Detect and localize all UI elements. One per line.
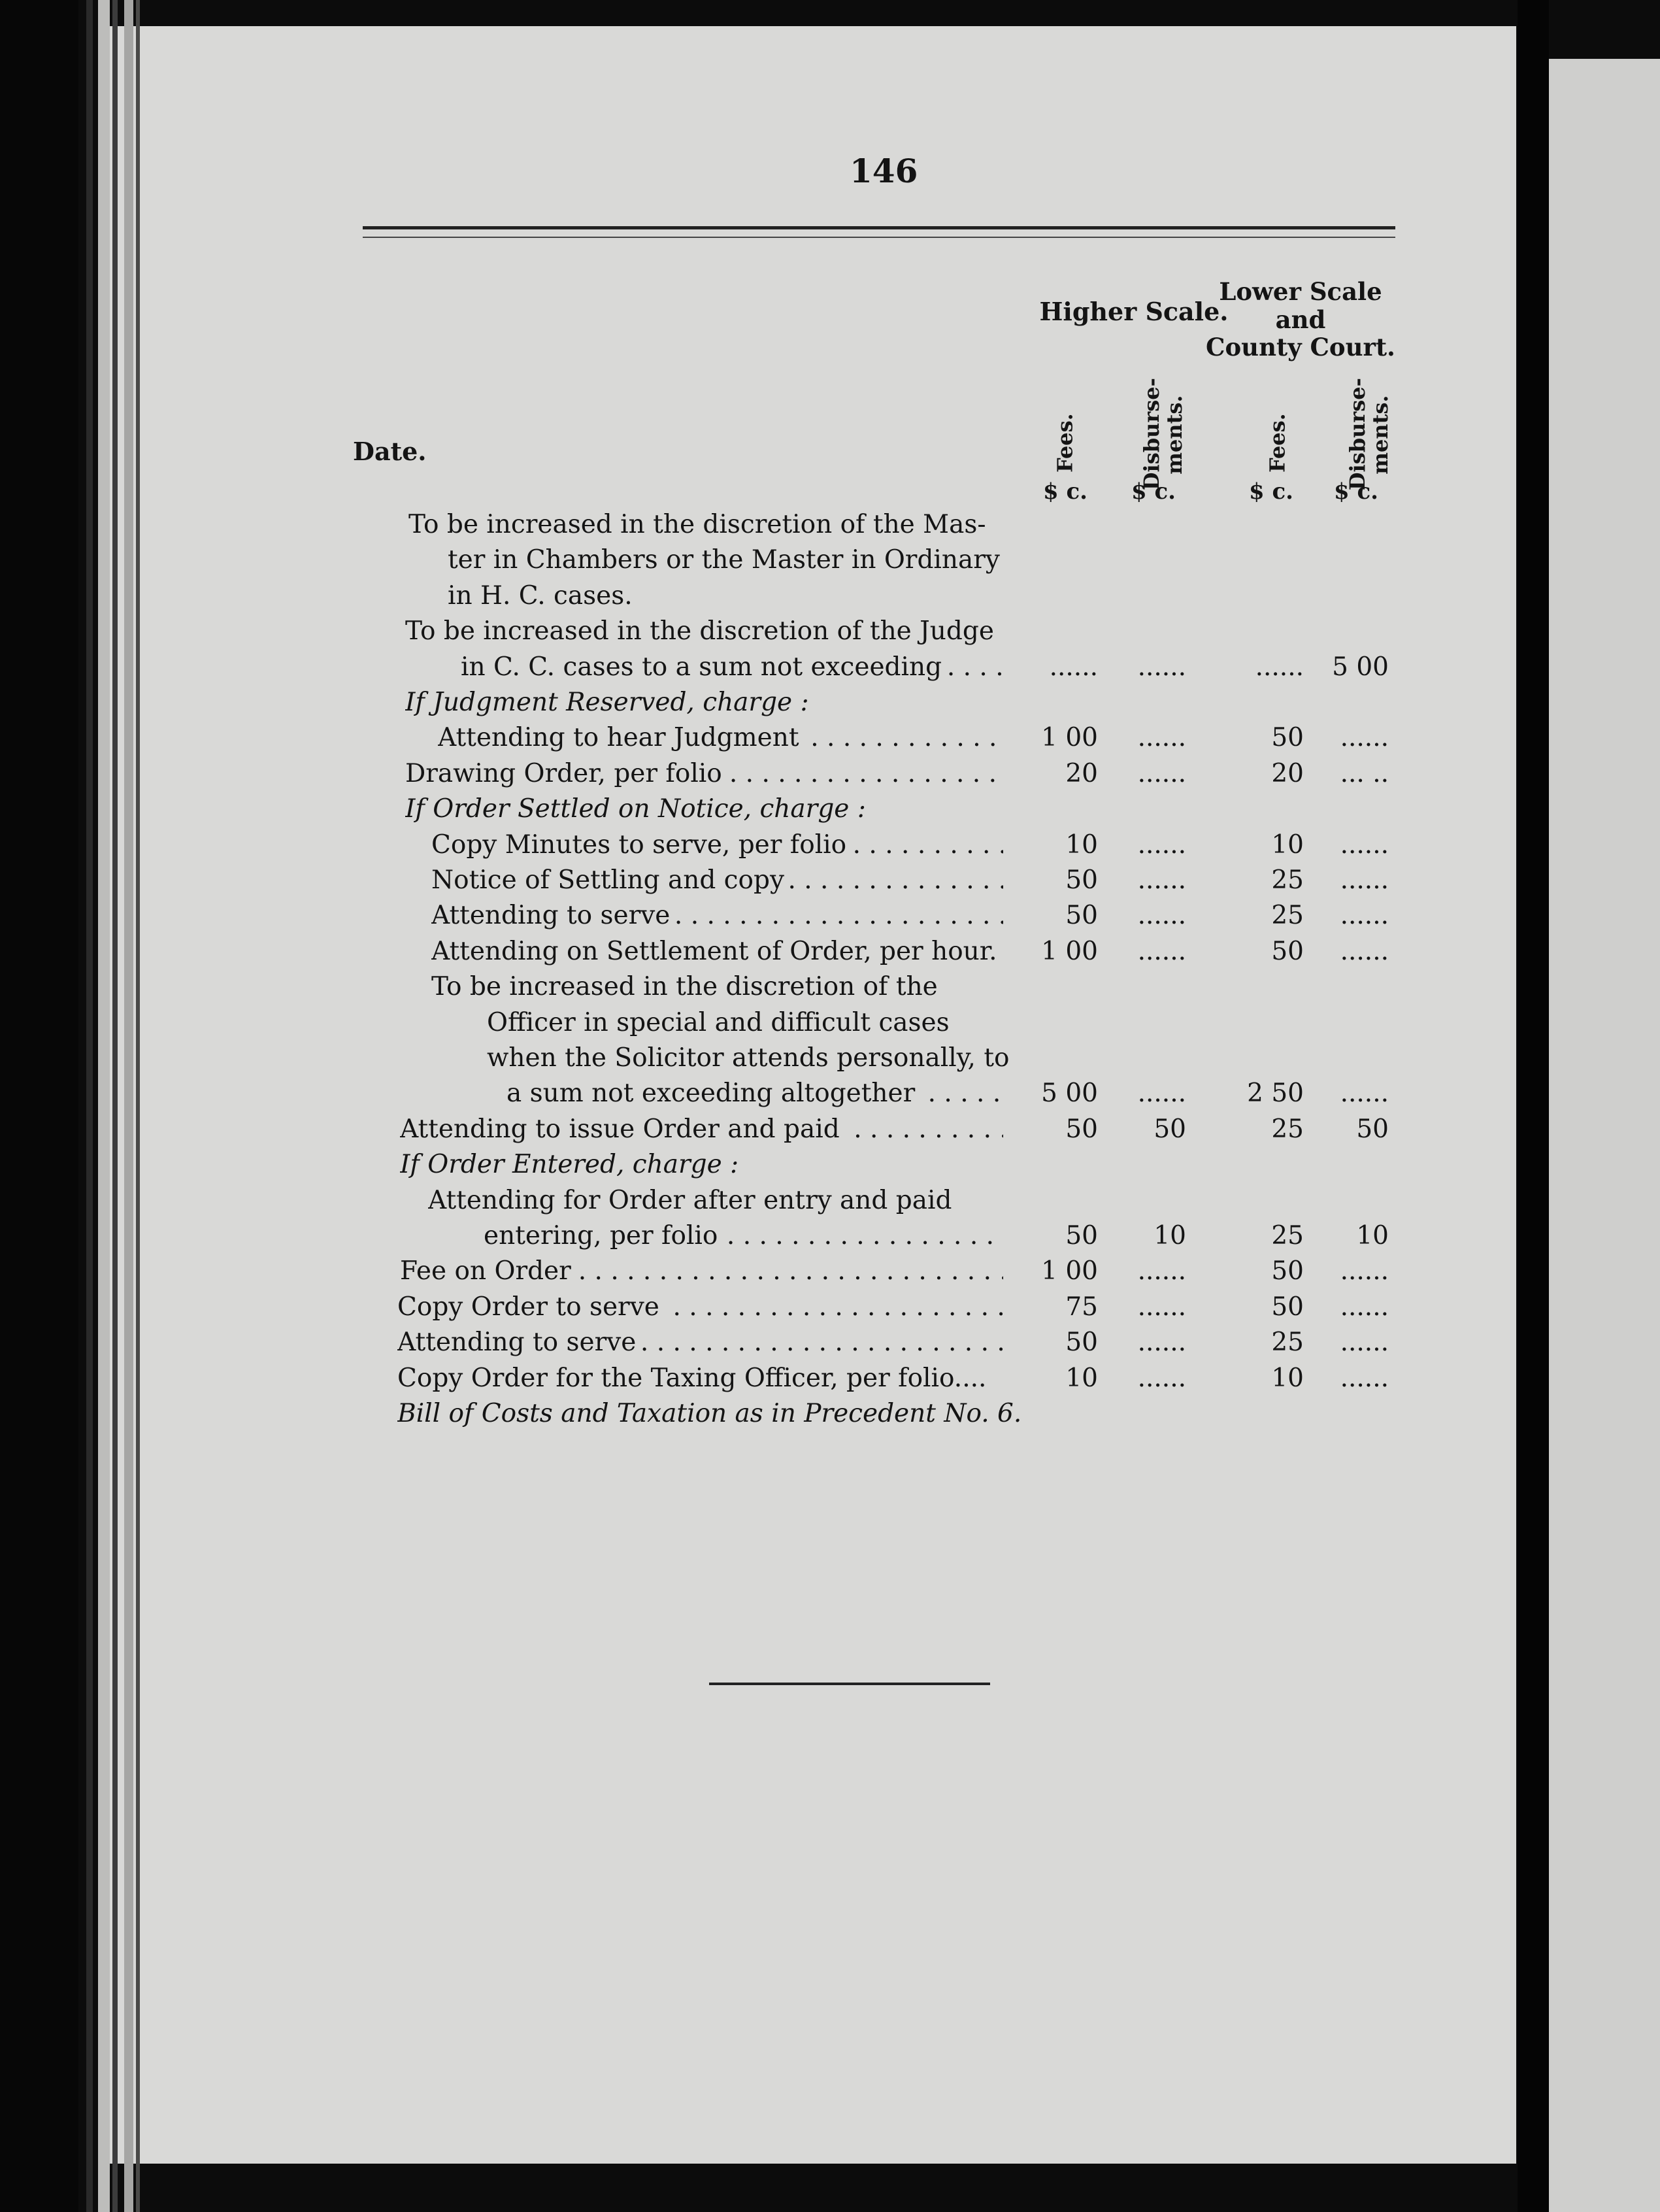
higher-disbursements-cell: ......: [1137, 1256, 1186, 1286]
table-row: [0, 578, 1660, 614]
col-disb-lower: Disburse- ments.: [1344, 378, 1393, 491]
item-text: To be increased in the discretion of the: [431, 972, 943, 1001]
lower-scale-line: Lower Scale: [1219, 277, 1382, 306]
item-label: [506, 1075, 1003, 1112]
item-text: If Judgment Reserved, charge :: [405, 688, 814, 717]
page-number: 146: [850, 152, 918, 190]
item-label: [405, 756, 1003, 792]
item-text: Copy Order to serve: [397, 1292, 665, 1322]
higher-fees-cell: 1 00: [1041, 723, 1098, 752]
item-text: in C. C. cases to a sum not exceeding: [461, 652, 947, 682]
lower-fees-cell: 25: [1271, 1114, 1304, 1144]
lower-disbursements-cell: 50: [1356, 1114, 1389, 1144]
item-text: Attending for Order after entry and paid: [428, 1186, 957, 1215]
item-label: [484, 1218, 1003, 1254]
table-row: [0, 1289, 1660, 1326]
lower-disbursements-cell: ......: [1340, 901, 1389, 930]
item-text: Attending to issue Order and paid: [400, 1114, 845, 1144]
higher-fees-cell: 20: [1065, 759, 1098, 788]
higher-fees-cell: ......: [1049, 652, 1098, 682]
table-row: [0, 1147, 1660, 1183]
lower-scale-line: County Court.: [1206, 333, 1395, 362]
section-heading: [400, 1147, 744, 1183]
lower-disbursements-cell: ... ..: [1340, 759, 1389, 788]
end-rule: [709, 1683, 990, 1685]
higher-fees-cell: 50: [1065, 865, 1098, 895]
table-row: [0, 720, 1660, 756]
lower-disbursements-cell: ......: [1340, 830, 1389, 860]
item-label: [431, 862, 1003, 899]
item-label: [438, 720, 1003, 756]
item-label: [487, 1040, 1014, 1077]
item-label: [431, 969, 943, 1005]
lower-disbursements-cell: ......: [1340, 1256, 1389, 1286]
item-text: Bill of Costs and Taxation as in Precedent No. 6.: [397, 1399, 1027, 1428]
unit-label: $ c.: [1248, 478, 1294, 505]
lower-disbursements-cell: ......: [1340, 1364, 1389, 1393]
section-heading: [397, 1396, 1027, 1432]
table-row: [0, 1253, 1660, 1290]
higher-disbursements-cell: ......: [1137, 937, 1186, 966]
item-label: [397, 1289, 1003, 1326]
col-disb-higher: Disburse- ments.: [1138, 378, 1187, 491]
higher-fees-cell: 1 00: [1041, 937, 1098, 966]
table-row: [0, 756, 1660, 792]
item-text: Attending to hear Judgment: [438, 723, 805, 752]
lower-scale-heading: [1203, 278, 1399, 361]
table-row: [0, 862, 1660, 899]
item-text: If Order Entered, charge :: [400, 1150, 744, 1179]
table-row: [0, 1005, 1660, 1041]
table-row: [0, 1182, 1660, 1219]
item-label: [461, 649, 1003, 686]
item-label: [405, 613, 999, 650]
table-row: [0, 933, 1660, 970]
table-row: [0, 1075, 1660, 1112]
higher-fees-cell: 50: [1065, 901, 1098, 930]
lower-fees-cell: 50: [1271, 1256, 1304, 1286]
higher-fees-cell: 10: [1065, 830, 1098, 860]
item-text: If Order Settled on Notice, charge :: [405, 794, 871, 824]
higher-fees-cell: 5 00: [1041, 1079, 1098, 1108]
lower-disbursements-cell: ......: [1340, 1079, 1389, 1108]
lower-fees-cell: ......: [1255, 652, 1304, 682]
item-label: [448, 542, 1005, 578]
item-label: [397, 1360, 991, 1397]
item-text: ter in Chambers or the Master in Ordinary: [448, 545, 1005, 575]
item-label: [431, 827, 1003, 863]
item-label: [431, 933, 1003, 970]
higher-disbursements-cell: ......: [1137, 1292, 1186, 1322]
header-rule: [363, 226, 1395, 229]
lower-fees-cell: 25: [1271, 1221, 1304, 1250]
item-label: [487, 1005, 955, 1041]
lower-fees-cell: 10: [1271, 1364, 1304, 1393]
item-text: Drawing Order, per folio: [405, 759, 727, 788]
col-fees-higher: Fees.: [1052, 413, 1078, 473]
higher-disbursements-cell: ......: [1137, 901, 1186, 930]
table-row: [0, 649, 1660, 686]
item-text: Attending on Settlement of Order, per hour.: [431, 937, 1003, 966]
lower-disbursements-cell: 5 00: [1332, 652, 1389, 682]
section-heading: [405, 791, 871, 828]
higher-disbursements-cell: ......: [1137, 723, 1186, 752]
table-row: [0, 1360, 1660, 1397]
lower-disbursements-cell: ......: [1340, 865, 1389, 895]
item-text: Copy Minutes to serve, per folio: [431, 830, 852, 860]
lower-fees-cell: 50: [1271, 723, 1304, 752]
item-text: in H. C. cases.: [448, 581, 638, 611]
table-row: [0, 684, 1660, 721]
item-label: [428, 1182, 957, 1219]
higher-disbursements-cell: ......: [1137, 1079, 1186, 1108]
lower-fees-cell: 50: [1271, 1292, 1304, 1322]
higher-fees-cell: 75: [1065, 1292, 1098, 1322]
table-row: [0, 897, 1660, 934]
lower-fees-cell: 20: [1271, 759, 1304, 788]
table-row: [0, 1324, 1660, 1361]
item-text: Copy Order for the Taxing Officer, per folio....: [397, 1364, 991, 1393]
higher-fees-cell: 50: [1065, 1114, 1098, 1144]
lower-fees-cell: 2 50: [1247, 1079, 1304, 1108]
item-text: Officer in special and difficult cases: [487, 1008, 955, 1037]
table-row: [0, 1218, 1660, 1254]
higher-disbursements-cell: ......: [1137, 1328, 1186, 1357]
item-text: To be increased in the discretion of the Judge: [405, 616, 999, 646]
section-heading: [405, 684, 814, 721]
table-row: [0, 827, 1660, 863]
table-row: [0, 542, 1660, 578]
table-row: [0, 613, 1660, 650]
lower-scale-line: and: [1275, 305, 1326, 334]
item-text: To be increased in the discretion of the Mas-: [408, 510, 991, 539]
higher-disbursements-cell: 50: [1154, 1114, 1186, 1144]
table-row: [0, 507, 1660, 543]
lower-disbursements-cell: ......: [1340, 1328, 1389, 1357]
item-text: entering, per folio: [484, 1221, 723, 1250]
table-row: [0, 969, 1660, 1005]
date-column-heading: Date.: [353, 437, 427, 466]
unit-label: $ c.: [1131, 478, 1176, 505]
table-row: [0, 1040, 1660, 1077]
item-text: Attending to serve: [431, 901, 675, 930]
lower-fees-cell: 50: [1271, 937, 1304, 966]
higher-fees-cell: 10: [1065, 1364, 1098, 1393]
lower-fees-cell: 25: [1271, 865, 1304, 895]
lower-fees-cell: 10: [1271, 830, 1304, 860]
higher-fees-cell: 1 00: [1041, 1256, 1098, 1286]
item-label: [400, 1253, 1003, 1290]
lower-fees-cell: 25: [1271, 1328, 1304, 1357]
item-label: [400, 1111, 1003, 1148]
table-row: [0, 1111, 1660, 1148]
item-label: [448, 578, 638, 614]
unit-label: $ c.: [1333, 478, 1379, 505]
higher-disbursements-cell: ......: [1137, 830, 1186, 860]
header-rule-thin: [363, 237, 1395, 238]
item-text: a sum not exceeding altogether: [506, 1079, 920, 1108]
lower-disbursements-cell: ......: [1340, 1292, 1389, 1322]
unit-label: $ c.: [1042, 478, 1088, 505]
higher-disbursements-cell: ......: [1137, 1364, 1186, 1393]
item-label: [397, 1324, 1003, 1361]
higher-scale-heading: Higher Scale.: [1039, 297, 1229, 326]
table-row: [0, 1396, 1660, 1432]
higher-disbursements-cell: ......: [1137, 759, 1186, 788]
lower-disbursements-cell: ......: [1340, 723, 1389, 752]
higher-disbursements-cell: ......: [1137, 865, 1186, 895]
table-row: [0, 791, 1660, 828]
col-fees-lower: Fees.: [1265, 413, 1290, 473]
item-text: Fee on Order: [400, 1256, 576, 1286]
higher-fees-cell: 50: [1065, 1221, 1098, 1250]
lower-disbursements-cell: ......: [1340, 937, 1389, 966]
item-text: when the Solicitor attends personally, to: [487, 1043, 1014, 1073]
item-text: Attending to serve: [397, 1328, 641, 1357]
lower-disbursements-cell: 10: [1356, 1221, 1389, 1250]
item-label: [431, 897, 1003, 934]
item-text: Notice of Settling and copy: [431, 865, 789, 895]
higher-disbursements-cell: ......: [1137, 652, 1186, 682]
lower-fees-cell: 25: [1271, 901, 1304, 930]
item-label: [408, 507, 991, 543]
higher-fees-cell: 50: [1065, 1328, 1098, 1357]
higher-disbursements-cell: 10: [1154, 1221, 1186, 1250]
